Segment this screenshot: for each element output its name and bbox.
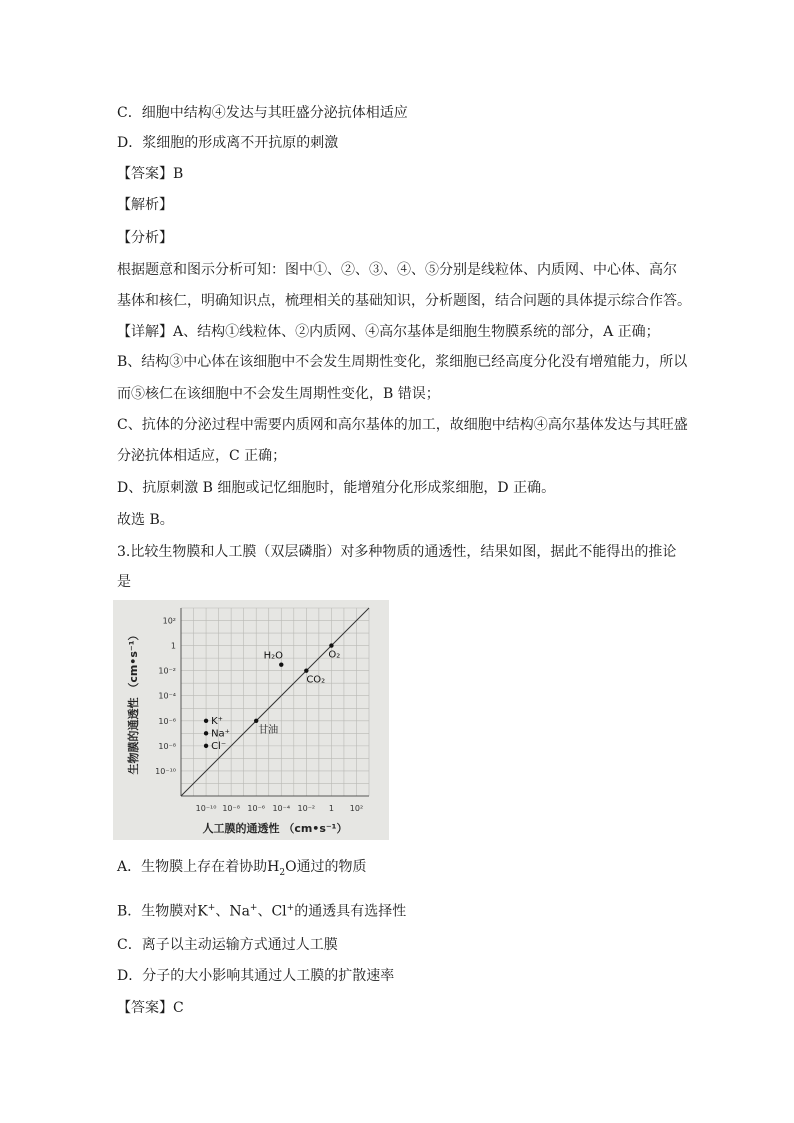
- detail-text-c1: C、抗体的分泌过程中需要内质网和高尔基体的加工，故细胞中结构④高尔基体发达与其旺盛: [117, 417, 688, 433]
- answer-prev: 【答案】B: [117, 166, 184, 182]
- chart-svg: [113, 600, 389, 840]
- ion-na-charge: +: [249, 903, 258, 913]
- separator-1: 、: [215, 903, 230, 920]
- y-tick-label: 10⁻²: [158, 666, 176, 676]
- option-b-prefix: B．生物膜对: [117, 903, 198, 920]
- conclusion: 故选 B。: [117, 512, 174, 528]
- data-point: [279, 662, 283, 666]
- permeability-chart: [113, 600, 389, 840]
- detail-text-c2: 分泌抗体相适应，C 正确；: [117, 448, 287, 464]
- ion-na: Na: [229, 903, 250, 920]
- ion-cl-charge: +: [286, 903, 295, 913]
- x-axis-label: 人工膜的通透性 （cm•s⁻¹）: [202, 822, 348, 835]
- formula-h: H: [267, 859, 280, 875]
- question-3-stem-1: 3.比较生物膜和人工膜（双层磷脂）对多种物质的通透性，结果如图，据此不能得出的推论: [117, 544, 677, 560]
- y-tick-label: 10⁻⁶: [158, 716, 176, 726]
- analysis-text-2: 基体和核仁，明确知识点，梳理相关的基础知识，分析题图，结合问题的具体提示综合作答。: [117, 293, 691, 309]
- y-tick-label: 10⁻⁴: [158, 691, 176, 701]
- answer: 【答案】C: [117, 1000, 184, 1016]
- data-point: [204, 719, 208, 723]
- y-axis-label: 生物膜的通透性 （cm•s⁻¹）: [127, 629, 140, 775]
- x-tick-label: 10⁻⁴: [272, 804, 291, 813]
- option-b: [117, 898, 406, 922]
- data-point: [254, 719, 258, 723]
- option-a: [117, 857, 367, 883]
- formula-o: O: [285, 859, 297, 875]
- data-point: [304, 668, 308, 672]
- detail-text-b2: 而⑤核仁在该细胞中不会发生周期性变化，B 错误；: [117, 386, 440, 402]
- y-tick-label: 10²: [162, 616, 176, 626]
- detail-text-d: D、抗原刺激 B 细胞或记忆细胞时，能增殖分化形成浆细胞，D 正确。: [117, 480, 556, 496]
- data-point-label: H₂O: [263, 650, 283, 662]
- analysis-text-1: 根据题意和图示分析可知：图中①、②、③、④、⑤分别是线粒体、内质网、中心体、高尔: [117, 262, 677, 278]
- option-a-suffix: 通过的物质: [296, 859, 367, 875]
- data-point-label: Cl⁻: [211, 740, 227, 752]
- x-tick-label: 10²: [349, 804, 364, 813]
- question-3-stem-2: 是: [117, 574, 131, 590]
- x-tick-label: 10⁻²: [297, 804, 316, 813]
- option-a-prefix: A．生物膜上存在着协助: [117, 859, 268, 875]
- x-tick-label: 10⁻⁸: [222, 804, 240, 813]
- option-d-prev: D．浆细胞的形成离不开抗原的刺激: [117, 135, 339, 151]
- detail-text-a: 【详解】A、结构①线粒体、②内质网、④高尔基体是细胞生物膜系统的部分，A 正确；: [117, 324, 660, 340]
- y-tick-label: 10⁻⁸: [158, 741, 176, 751]
- data-point: [204, 744, 208, 748]
- option-b-suffix: 的通透具有选择性: [294, 903, 407, 920]
- option-c: C．离子以主动运输方式通过人工膜: [117, 937, 338, 953]
- data-point-label: O₂: [328, 649, 341, 661]
- analysis-subheading: 【分析】: [117, 230, 173, 246]
- formula-subscript: 2: [279, 867, 286, 878]
- x-tick-label: 1: [328, 804, 334, 813]
- option-d: D．分子的大小影响其通过人工膜的扩散速率: [117, 968, 395, 984]
- x-tick-label: 10⁻¹⁰: [195, 804, 217, 813]
- y-tick-label: 1: [170, 641, 176, 651]
- data-point-label: 甘油: [258, 724, 279, 736]
- ion-k: K: [197, 903, 208, 920]
- detail-text-b1: B、结构③中心体在该细胞中不会发生周期性变化，浆细胞已经高度分化没有增殖能力，所以: [117, 354, 688, 370]
- ion-cl: Cl: [271, 903, 287, 920]
- data-point: [204, 731, 208, 735]
- data-point-label: K⁺: [211, 715, 223, 727]
- y-tick-label: 10⁻¹⁰: [155, 766, 176, 776]
- separator-2: 、: [257, 903, 272, 920]
- data-point: [329, 643, 333, 647]
- ion-k-charge: +: [207, 903, 216, 913]
- reference-line: [181, 608, 369, 796]
- analysis-heading: 【解析】: [117, 197, 173, 213]
- option-c-prev: C．细胞中结构④发达与其旺盛分泌抗体相适应: [117, 105, 408, 121]
- data-point-label: Na⁺: [211, 728, 230, 740]
- x-tick-label: 10⁻⁶: [247, 804, 266, 813]
- data-point-label: CO₂: [306, 674, 326, 686]
